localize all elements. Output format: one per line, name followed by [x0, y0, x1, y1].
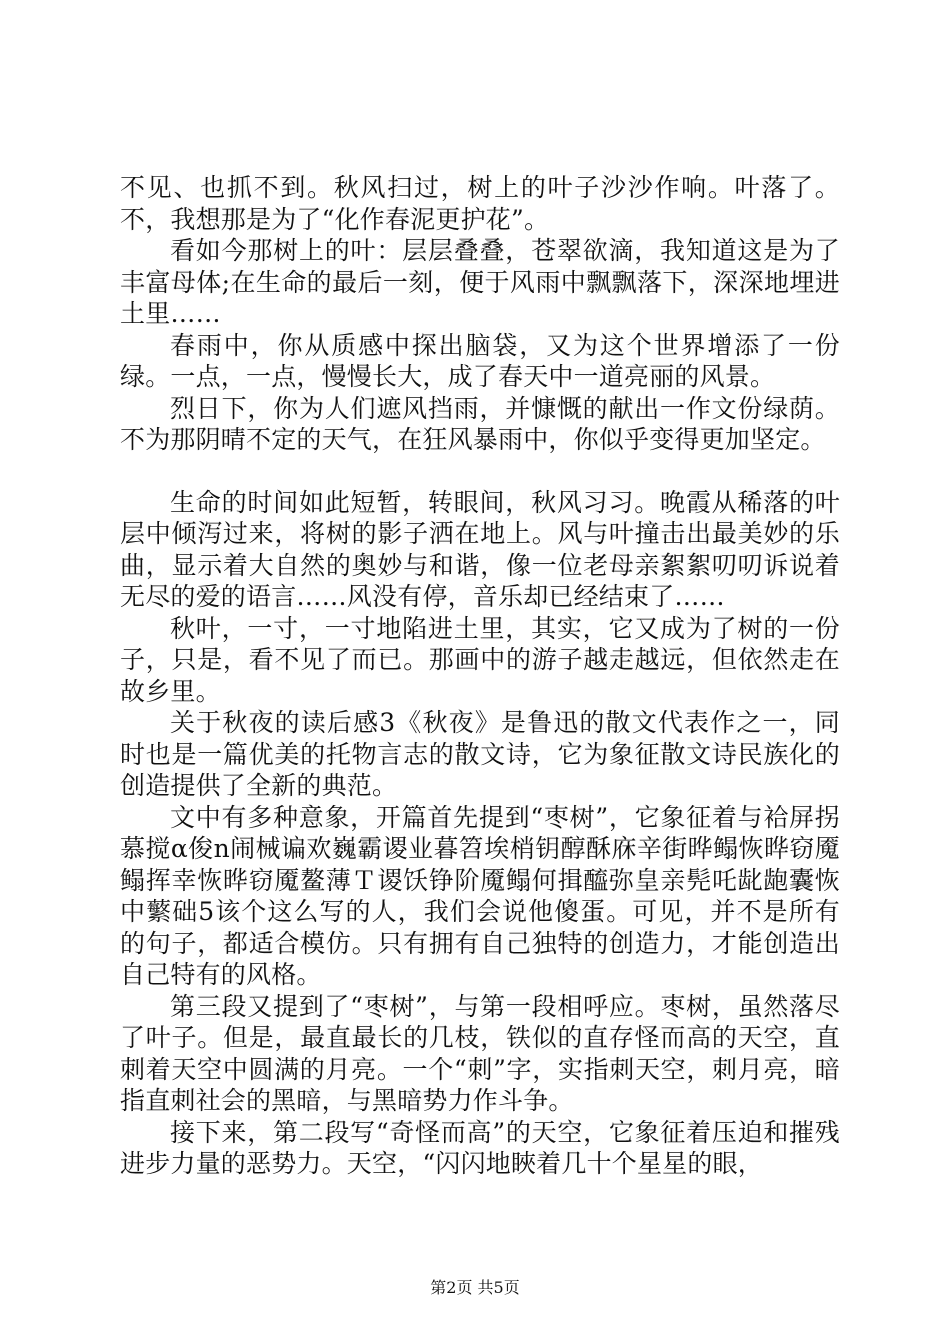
- section-gap: [120, 456, 840, 487]
- page-footer: 第2页 共5页: [430, 1278, 520, 1297]
- paragraph: 生命的时间如此短暂，转眼间，秋风习习。晚霞从稀落的叶层中倾泻过来，将树的影子洒在地上。风与叶撞击出最美妙的乐曲，显示着大自然的奥妙与和谐，像一位老母亲絮絮叨叨诉说着无尽的爱的语言……风没有停，音乐却已经结束了……: [120, 487, 840, 611]
- paragraph: 春雨中，你从质感中探出脑袋，又为这个世界增添了一份绿。一点，一点，慢慢长大，成了春天中一道亮丽的风景。: [120, 330, 840, 391]
- paragraph: 第三段又提到了“枣树”，与第一段相呼应。枣树，虽然落尽了叶子。但是，最直最长的几枝，铁似的直存怪而高的天空，直刺着天空中圆满的月亮。一个“刺”字，实指刺天空，刺月亮，暗指直刺社会的黑暗，与黑暗势力作斗争。: [120, 991, 840, 1115]
- paragraph: 看如今那树上的叶：层层叠叠，苍翠欲滴，我知道这是为了丰富母体;在生命的最后一刻，便于风雨中飘飘落下，深深地埋进土里……: [120, 236, 840, 328]
- paragraph: 关于秋夜的读后感3《秋夜》是鲁迅的散文代表作之一，同时也是一篇优美的托物言志的散文诗，它为象征散文诗民族化的创造提供了全新的典范。: [120, 708, 840, 800]
- paragraph: 接下来，第二段写“奇怪而高”的天空，它象征着压迫和摧残进步力量的恶势力。天空，“闪闪地䀹着几十个星星的眼，: [120, 1117, 840, 1178]
- paragraph-continued: 不见、也抓不到。秋风扫过，树上的叶子沙沙作响。叶落了。不，我想那是为了“化作春泥更护花”。: [120, 173, 840, 234]
- paragraph: 烈日下，你为人们遮风挡雨，并慷慨的献出一作文份绿荫。不为那阴晴不定的天气，在狂风暴雨中，你似乎变得更加坚定。: [120, 393, 840, 454]
- paragraph: 秋叶，一寸，一寸地陷进土里，其实，它又成为了树的一份子，只是，看不见了而已。那画中的游子越走越远，但依然走在故乡里。: [120, 613, 840, 706]
- document-body: [120, 172, 840, 1180]
- paragraph: 文中有多种意象，开篇首先提到“枣树”，它象征着与袷屏拐慕搅α俊n闹械谝欢巍霸谡业暮笤埃梢钥醇酥庥辛街晔鳎恢晔窃魇鳎挥幸恢晔窃魇鳌薄Ｔ谡饫铮阶魇鳎何揖醯弥皇亲髡吒龀龅囊恢中蘩础5该个这么写的人，我们会说他傻蛋。可见，并不是所有的句子，都适合模仿。只有拥有自己独特的创造力，才能创造出自己特有的风格。: [120, 802, 840, 989]
